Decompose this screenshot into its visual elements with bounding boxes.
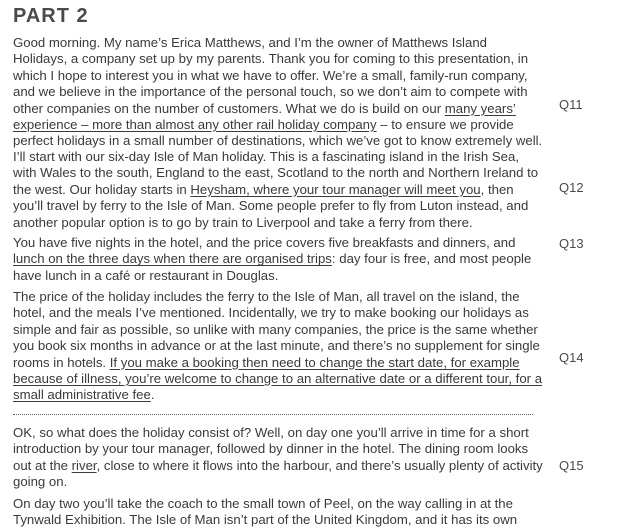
page-heading: PART 2 [13, 5, 89, 27]
paragraph-isle-of-man: I’ll start with our six-day Isle of Man holiday. This is a fascinating island in the Irish Sea, with Wales to the south, England to the east, Scotland to the north and Northern Ireland to the west. Our holiday starts in Heysham, where your tour manager will meet you, then you’ll travel by ferry to the Isle of Man. Some people prefer to fly from Luton instead, and another popular option is to go by train to Liverpool and take a ferry from there. [13, 149, 539, 230]
answer-underline: many years’ experience – more than almost any other rail holiday company [13, 100, 516, 133]
paragraph-meals: You have five nights in the hotel, and the price covers five breakfasts and dinners, and lunch on the three days when there are organised trips: day four is free, and most people have lunch in a café or restaurant in Douglas. [13, 235, 532, 283]
question-label: Q13 [559, 236, 584, 251]
answer-underline: river [71, 457, 97, 473]
paragraph-intro: Good morning. My name’s Erica Matthews, and I’m the owner of Matthews Island Holidays, a company set up by my parents. Thank you for coming to this presentation, in which I hope to interest you in what we have to offer. We’re a small, family-run company, and we believe in the importance of the personal touch, so we don’t aim to compete with other companies on the number of customers. What we do is build on our many years’ experience – more than almost any other rail holiday company – to ensure we provide perfect holidays in a small number of destinations, which we’ve got to know extremely well. [13, 35, 543, 149]
dotted-divider [13, 414, 533, 415]
question-label: Q14 [559, 350, 584, 365]
paragraph-day-one: OK, so what does the holiday consist of? Well, on day one you’ll arrive in time for a short introduction by your tour manager, followed by dinner in the hotel. The dining room looks out at the river, close to where it flows into the harbour, and there’s usually plenty of activity going on. [13, 425, 543, 490]
answer-underline: lunch on the three days when there are organised trips [13, 251, 332, 267]
answer-underline: If you make a booking then need to change the start date, for example because of illness, you’re welcome to change to an alternative date or a different tour, for a small administrative fee [13, 354, 543, 403]
paragraph-day-two: On day two you’ll take the coach to the small town of Peel, on the way calling in at the Tynwald Exhibition. The Isle of Man isn’t part of the United Kingdom, and it has its own [13, 496, 518, 528]
question-label: Q12 [559, 180, 584, 195]
question-label: Q11 [559, 97, 583, 112]
question-label: Q15 [559, 458, 584, 473]
answer-underline: Heysham, where your tour manager will meet you [190, 181, 481, 197]
paragraph-price: The price of the holiday includes the ferry to the Isle of Man, all travel on the island, the hotel, and the meals I’ve mentioned. Incidentally, we try to make booking our holidays as simple and fair as possible, so unlike with many companies, the price is the same whether you book six months in advance or at the last minute, and there’s no supplement for single rooms in hotels. If you make a booking then need to change the start date, for example because of illness, you’re welcome to change to an alternative date or a different tour, for a small administrative fee. [13, 289, 543, 403]
